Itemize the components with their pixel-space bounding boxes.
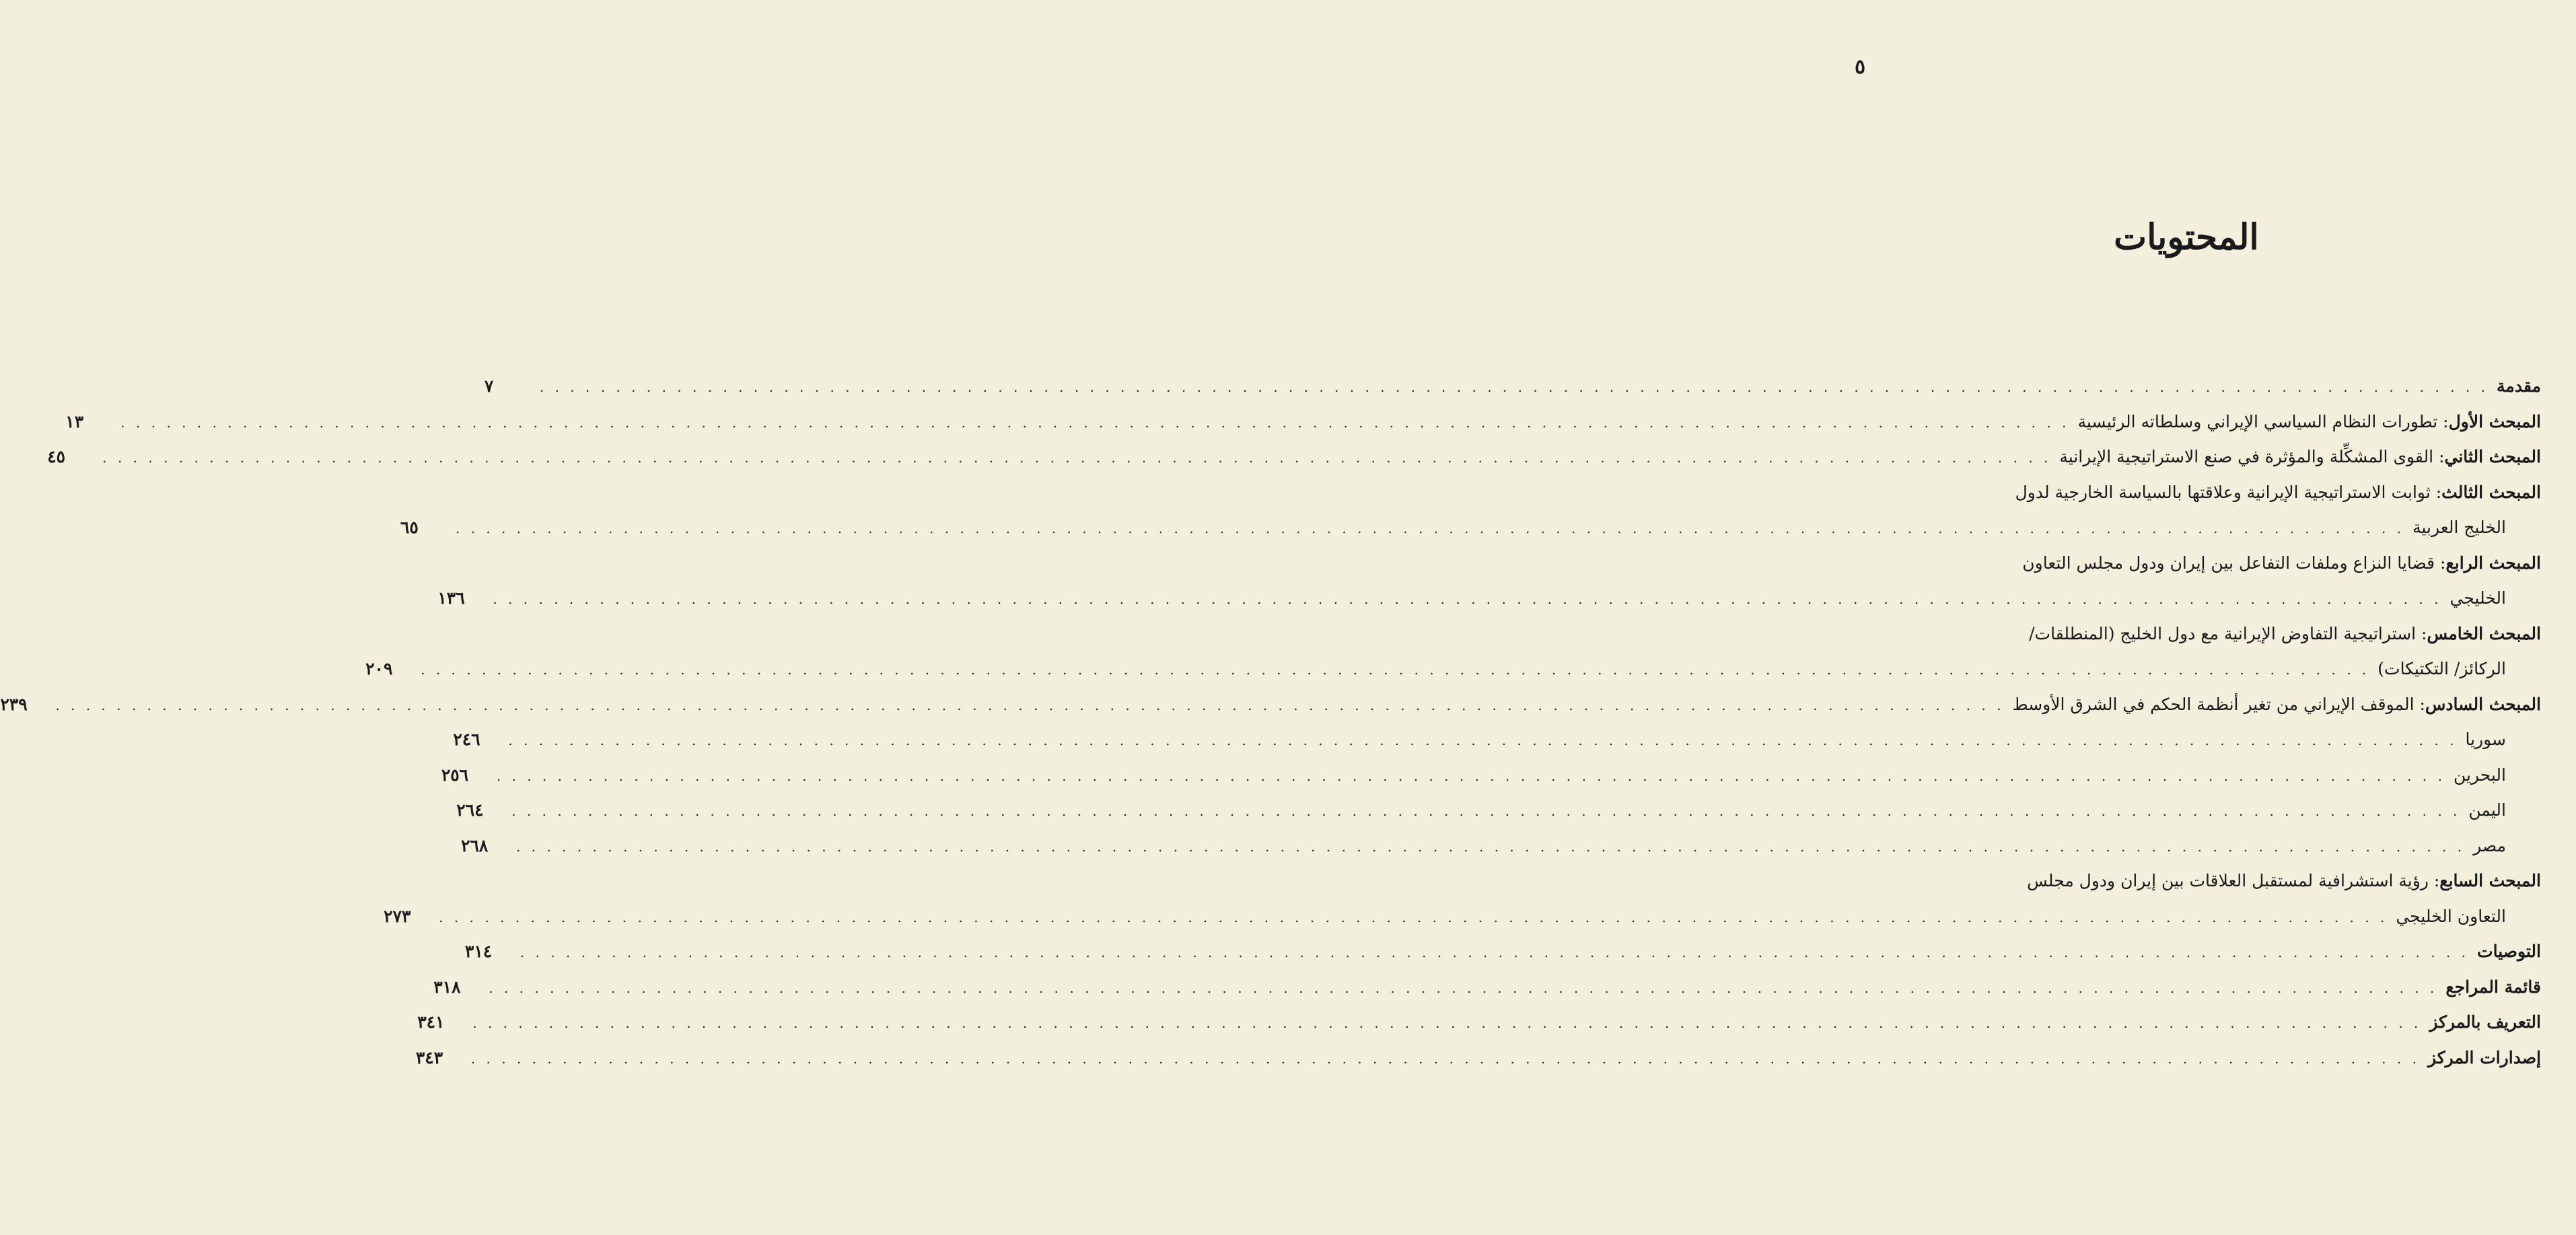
entry-title: : الموقف الإيراني من تغير أنظمة الحكم في الشرق الأوسط <box>2012 694 2425 714</box>
dot-leader <box>472 1005 2421 1041</box>
dot-leader <box>421 652 2369 688</box>
page-number: ٥ <box>1855 55 1866 79</box>
dot-leader <box>516 829 2465 865</box>
toc-entry-chapter-1[interactable] <box>65 404 2541 440</box>
toc-entry-bahrain[interactable] <box>441 758 2541 793</box>
toc-entry-chapter-7-continued[interactable] <box>384 899 2541 935</box>
toc-entry-introduction[interactable] <box>484 369 2541 404</box>
entry-page: ١٣ <box>65 411 84 431</box>
entry-page: ٢٤٦ <box>453 730 480 749</box>
dot-leader <box>540 369 2489 405</box>
entry-page: ٢٦٤ <box>456 800 484 820</box>
dot-leader <box>439 900 2388 936</box>
toc-entry-chapter-3-continued[interactable] <box>400 510 2541 546</box>
entry-title: : رؤية استشرافية لمستقبل العلاقات بين إيران ودول مجلس <box>2027 871 2440 890</box>
entry-title: : قضايا النزاع وملفات التفاعل بين إيران ودول مجلس التعاون <box>2022 553 2446 573</box>
entry-chapter: المبحث الثاني <box>2444 447 2541 466</box>
entry-page: ٢٠٩ <box>365 659 393 678</box>
entry-title: : القوى المشكِّلة والمؤثرة في صنع الاستراتيجية الإيرانية <box>2059 447 2445 466</box>
entry-page: ٤٥ <box>47 447 66 466</box>
entry-page: ٢٣٩ <box>0 694 28 714</box>
entry-chapter: المبحث الأول <box>2448 411 2541 431</box>
entry-title: قائمة المراجع <box>2445 977 2541 997</box>
dot-leader <box>520 935 2469 971</box>
toc-entry-chapter-2[interactable] <box>47 439 2541 475</box>
entry-chapter: المبحث الرابع <box>2445 553 2541 573</box>
entry-chapter: المبحث السادس <box>2425 694 2541 714</box>
toc-entry-chapter-5[interactable] <box>1840 616 2541 652</box>
dot-leader <box>508 723 2457 758</box>
entry-title-continued: الركائز/ التكتيكات) <box>2377 659 2506 678</box>
entry-title: التوصيات <box>2477 942 2541 961</box>
entry-page: ٢٥٦ <box>441 765 469 785</box>
dot-leader <box>493 581 2441 617</box>
entry-page: ٣١٨ <box>433 977 461 997</box>
dot-leader <box>120 405 2069 441</box>
entry-title: مقدمة <box>2497 376 2541 396</box>
entry-title: مصر <box>2473 835 2506 855</box>
entry-page: ١٣٦ <box>437 588 465 608</box>
entry-chapter: المبحث الخامس <box>2427 623 2541 643</box>
toc-entry-chapter-4-continued[interactable] <box>437 581 2541 616</box>
entry-page: ٣١٤ <box>464 942 493 961</box>
toc-entry-egypt[interactable] <box>460 828 2541 864</box>
dot-leader <box>489 971 2437 1006</box>
entry-title: اليمن <box>2468 800 2506 820</box>
toc-entry-about-center[interactable] <box>417 1005 2541 1040</box>
table-of-contents <box>0 369 2541 1075</box>
entry-chapter: المبحث السابع <box>2439 871 2541 890</box>
dot-leader <box>102 440 2051 476</box>
dot-leader <box>456 511 2404 546</box>
toc-entry-chapter-3[interactable] <box>1840 475 2541 511</box>
entry-page: ٢٦٨ <box>460 835 489 855</box>
entry-title: : استراتيجية التفاوض الإيرانية مع دول الخليج (المنطلقات/ <box>2029 623 2427 643</box>
entry-title: سوريا <box>2465 730 2506 749</box>
entry-title: إصدارات المركز <box>2427 1047 2541 1067</box>
entry-chapter: المبحث الثالث <box>2441 482 2541 502</box>
entry-page: ٧ <box>484 376 494 396</box>
toc-entry-yemen[interactable] <box>456 793 2541 828</box>
entry-page: ٦٥ <box>400 518 419 537</box>
dot-leader <box>497 758 2445 794</box>
toc-entry-publications[interactable] <box>415 1040 2541 1076</box>
toc-entry-syria[interactable] <box>453 722 2541 758</box>
entry-title-continued: التعاون الخليجي <box>2396 906 2506 926</box>
page-title: المحتويات <box>2114 217 2259 258</box>
entry-title: البحرين <box>2453 765 2506 785</box>
entry-title-continued: الخليجي <box>2449 588 2506 608</box>
entry-page: ٣٤١ <box>417 1012 445 1032</box>
entry-page: ٣٤٣ <box>415 1047 443 1067</box>
toc-entry-chapter-4[interactable] <box>1840 546 2541 581</box>
dot-leader <box>471 1041 2420 1077</box>
dot-leader <box>511 793 2460 829</box>
dot-leader <box>55 688 2004 724</box>
toc-entry-chapter-7[interactable] <box>1840 863 2541 899</box>
toc-entry-recommendations[interactable] <box>464 934 2541 970</box>
entry-title-continued: الخليج العربية <box>2412 518 2506 537</box>
entry-title: : ثوابت الاستراتيجية الإيرانية وعلاقتها بالسياسة الخارجية لدول <box>2015 482 2442 502</box>
entry-page: ٢٧٣ <box>384 906 411 926</box>
toc-entry-chapter-5-continued[interactable] <box>365 651 2541 687</box>
toc-entry-chapter-6[interactable] <box>0 687 2541 723</box>
toc-entry-references[interactable] <box>433 970 2541 1005</box>
entry-title: : تطورات النظام السياسي الإيراني وسلطاته الرئيسية <box>2077 411 2449 431</box>
entry-title: التعريف بالمركز <box>2429 1012 2541 1032</box>
